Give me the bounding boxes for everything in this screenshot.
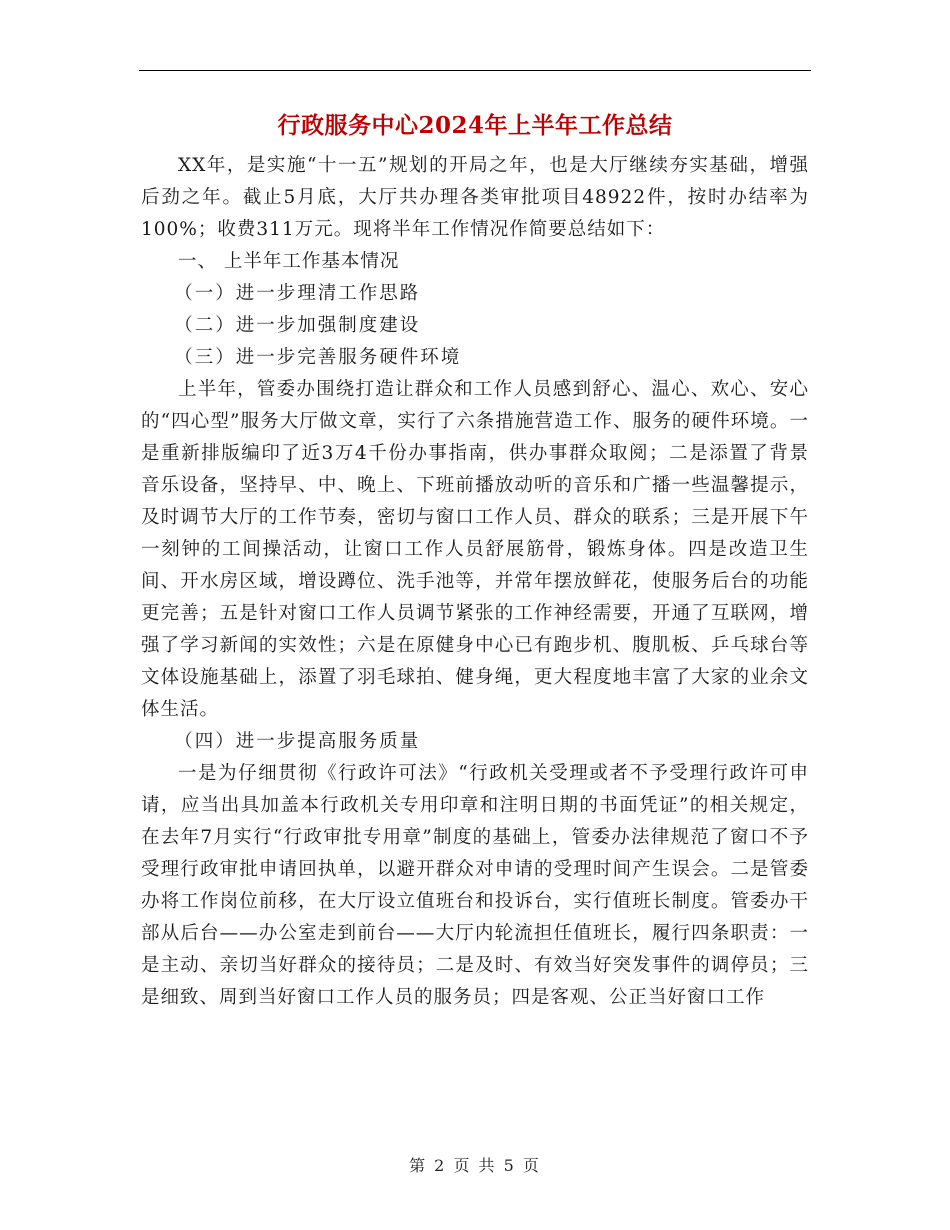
header-rule [139, 70, 811, 71]
subsection-heading-1: （一）进一步理清工作思路 [174, 283, 421, 304]
document-title: 行政服务中心2024年上半年工作总结 [277, 112, 673, 139]
page-number-footer: 第 2 页 共 5 页 [409, 1156, 541, 1175]
subsection-heading-2: （二）进一步加强制度建设 [174, 315, 421, 336]
document-body [141, 150, 809, 1014]
intro-paragraph: XX年，是实施“十一五”规划的开局之年，也是大厅继续夯实基础，增强后劲之年。截止5月底，大厅共办理各类审批项目48922件，按时办结率为100%；收费311万元。现将半年工作情况作简要总结如下： [141, 155, 809, 240]
subsection-heading-4: （四）进一步提高服务质量 [174, 731, 421, 752]
section-heading-1: 一、 上半年工作基本情况 [178, 251, 400, 272]
service-quality-paragraph: 一是为仔细贯彻《行政许可法》“行政机关受理或者不予受理行政许可申请，应当出具加盖本行政机关专用印章和注明日期的书面凭证”的相关规定，在去年7月实行“行政审批专用章”制度的基础上，管委办法律规范了窗口不予受理行政审批申请回执单，以避开群众对申请的受理时间产生误会。二是管委办将工作岗位前移，在大厅设立值班台和投诉台，实行值班长制度。管委办干部从后台——办公室走到前台——大厅内轮流担任值班长，履行四条职责：一是主动、亲切当好群众的接待员；二是及时、有效当好突发事件的调停员；三是细致、周到当好窗口工作人员的服务员；四是客观、公正当好窗口工作 [141, 763, 809, 1008]
subsection-heading-3: （三）进一步完善服务硬件环境 [174, 347, 462, 368]
hardware-paragraph: 上半年，管委办围绕打造让群众和工作人员感到舒心、温心、欢心、安心的“四心型”服务大厅做文章，实行了六条措施营造工作、服务的硬件环境。一是重新排版编印了近3万4千份办事指南，供办事群众取阅；二是添置了背景音乐设备，坚持早、中、晚上、下班前播放动听的音乐和广播一些温馨提示，及时调节大厅的工作节奏，密切与窗口工作人员、群众的联系；三是开展下午一刻钟的工间操活动，让窗口工作人员舒展筋骨，锻炼身体。四是改造卫生间、开水房区域，增设蹲位、洗手池等，并常年摆放鲜花，使服务后台的功能更完善；五是针对窗口工作人员调节紧张的工作神经需要，开通了互联网，增强了学习新闻的实效性；六是在原健身中心已有跑步机、腹肌板、乒乓球台等文体设施基础上，添置了羽毛球拍、健身绳，更大程度地丰富了大家的业余文体生活。 [141, 379, 809, 720]
